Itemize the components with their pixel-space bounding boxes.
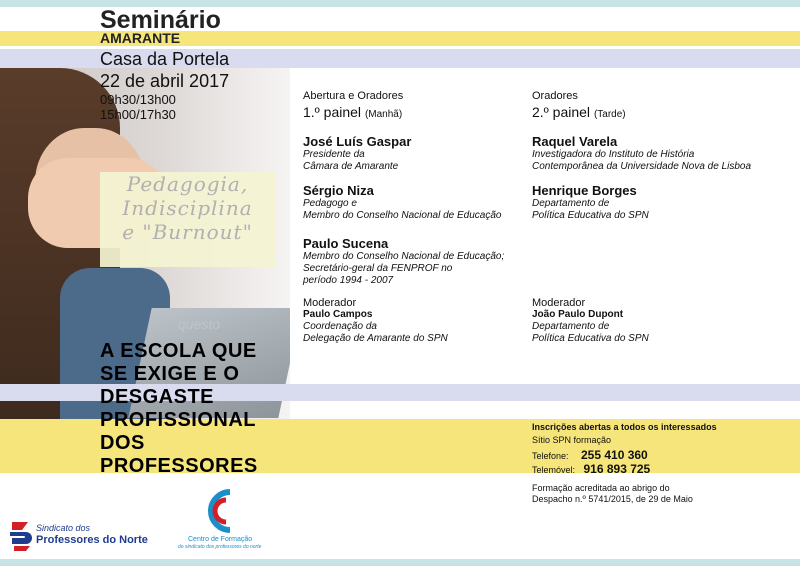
event-time-afternoon: 15h00/17h30 — [100, 107, 176, 122]
moderator-name: Paulo Campos — [303, 309, 373, 320]
section-label: Abertura e Oradores — [303, 90, 404, 102]
speaker-role: Departamento de Política Educativa do SPN — [532, 198, 649, 221]
accreditation-note: Formação acreditada ao abrigo do Despacho n.º 5741/2015, de 29 de Maio — [532, 483, 693, 504]
moderator-name: João Paulo Dupont — [532, 309, 624, 320]
speaker-name: José Luís Gaspar — [303, 134, 412, 149]
background-hint-text: questo — [178, 316, 221, 332]
speaker-role: Pedagogo e Membro do Conselho Nacional de Educação — [303, 198, 502, 221]
event-title: Seminário — [100, 6, 221, 34]
chalk-line-1: Pedagogia, — [126, 172, 249, 196]
moderator-role: Coordenação da Delegação de Amarante do SPN — [303, 321, 448, 344]
centro-formacao-line2: do sindicato dos professores do norte — [178, 544, 262, 550]
registration-phone: Telefone: 255 410 360 — [532, 448, 648, 462]
registration-site: Sítio SPN formação — [532, 435, 612, 445]
centro-formacao-logo — [170, 488, 310, 552]
moderator-label: Moderador — [303, 297, 357, 309]
spn-logo-line1: Sindicato dos — [36, 523, 91, 533]
panel-title: 1.º painel (Manhã) — [303, 104, 403, 120]
bottom-teal-band — [0, 559, 800, 566]
registration-mobile: Telemóvel: 916 893 725 — [532, 462, 651, 476]
spn-logo-mark-icon — [8, 518, 34, 552]
spn-logo-line2: Professores do Norte — [36, 534, 148, 546]
panel-time: (Tarde) — [593, 109, 626, 120]
speaker-role: Membro do Conselho Nacional de Educação; Secretário-geral da FENPROF no período 1994 - 2007 — [303, 251, 505, 286]
event-time-morning: 09h30/13h00 — [100, 92, 176, 107]
centro-formacao-mark-icon — [200, 488, 240, 534]
speaker-name: Raquel Varela — [532, 134, 618, 149]
centro-formacao-line1: Centro de Formação — [188, 536, 253, 543]
moderator-label: Moderador — [532, 297, 586, 309]
section-label: Oradores — [532, 90, 578, 102]
panel-time: (Manhã) — [364, 109, 403, 120]
chalk-line-2: Indisciplina — [122, 196, 253, 220]
chalk-line-3: e "Burnout" — [122, 220, 253, 244]
speaker-name: Sérgio Niza — [303, 183, 374, 198]
seminar-slogan: A ESCOLA QUE SE EXIGE E O DESGASTE PROFISSIONAL DOS PROFESSORES — [100, 340, 258, 477]
event-venue: Casa da Portela — [100, 49, 230, 69]
chalk-artwork-text — [100, 172, 275, 267]
speaker-role: Presidente da Câmara de Amarante — [303, 149, 399, 172]
speaker-name: Henrique Borges — [532, 183, 637, 198]
speaker-name: Paulo Sucena — [303, 236, 389, 251]
panel-title: 2.º painel (Tarde) — [532, 104, 626, 120]
spn-logo — [8, 518, 148, 552]
registration-headline: Inscrições abertas a todos os interessados — [532, 422, 717, 432]
moderator-role: Departamento de Política Educativa do SPN — [532, 321, 649, 344]
event-location: AMARANTE — [100, 30, 181, 46]
speaker-role: Investigadora do Instituto de História Contemporânea da Universidade Nova de Lisboa — [532, 149, 752, 172]
event-date: 22 de abril 2017 — [100, 71, 230, 91]
